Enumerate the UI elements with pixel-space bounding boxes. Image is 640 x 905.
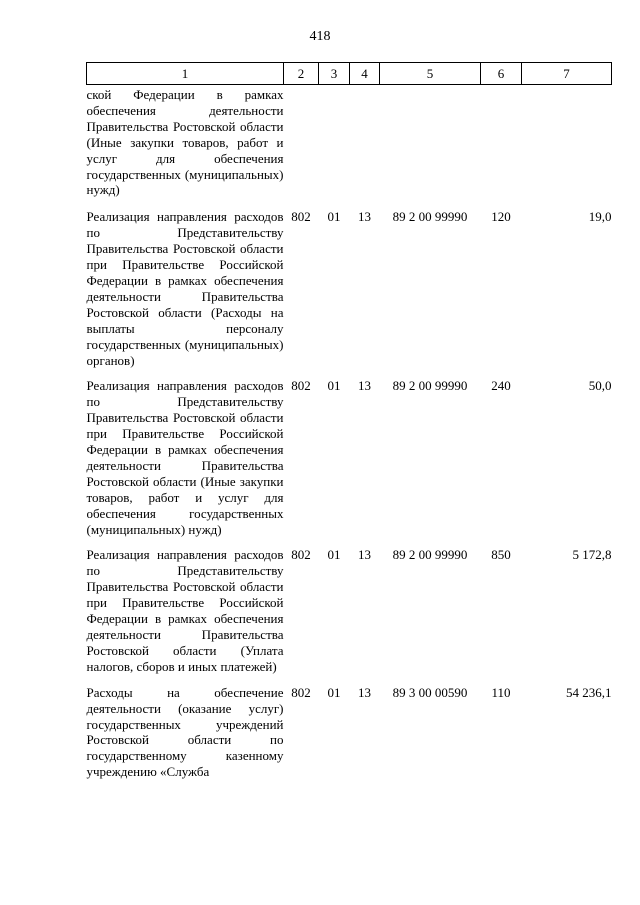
row-col-4 xyxy=(350,85,380,210)
row-col-3 xyxy=(319,85,350,210)
header-col-6: 6 xyxy=(481,63,522,85)
row-description: Реализация направления расходов по Представительству Правительства Ростовской области при Правительстве Российской Федерации в рамках обеспечения деятельности Правительства Ростовской области (Иные закупки товаров, работ и услуг для обеспечения государственных (муниципальных) нужд) xyxy=(86,378,284,537)
row-col-5: 89 2 00 99990 xyxy=(392,378,468,394)
header-col-4: 4 xyxy=(350,63,380,85)
row-col-6: 240 xyxy=(491,378,511,394)
row-col-6: 850 xyxy=(491,547,511,563)
table-body xyxy=(87,85,612,791)
row-amount: 54 236,1 xyxy=(566,684,612,700)
row-col-2: 802 xyxy=(291,209,311,225)
row-amount xyxy=(522,85,612,210)
row-col-2: 802 xyxy=(291,378,311,394)
row-amount: 5 172,8 xyxy=(572,547,612,563)
header-col-1: 1 xyxy=(87,63,284,85)
row-col-4: 13 xyxy=(358,684,371,700)
table-row xyxy=(87,547,612,684)
row-col-4: 13 xyxy=(358,378,371,394)
row-col-3: 01 xyxy=(327,684,341,700)
table-row xyxy=(87,85,612,210)
row-description: Реализация направления расходов по Представительству Правительства Ростовской области при Правительстве Российской Федерации в рамках обеспечения деятельности Правительства Ростовской области (Расходы на выплаты персоналу государственных (муниципальных) органов) xyxy=(86,209,284,368)
table-row xyxy=(87,209,612,378)
row-description: Реализация направления расходов по Представительству Правительства Ростовской области при Правительстве Российской Федерации в рамках обеспечения деятельности Правительства Ростовской области (Уплата налогов, сборов и иных платежей) xyxy=(86,547,284,674)
row-amount: 19,0 xyxy=(588,209,612,225)
budget-table xyxy=(86,62,612,790)
row-col-5: 89 2 00 99990 xyxy=(392,547,468,563)
row-col-4: 13 xyxy=(358,547,371,563)
row-col-3: 01 xyxy=(327,378,341,394)
row-col-5: 89 3 00 00590 xyxy=(392,684,468,700)
table-row xyxy=(87,378,612,547)
row-col-3: 01 xyxy=(327,209,341,225)
row-col-5: 89 2 00 99990 xyxy=(392,209,468,225)
row-col-3: 01 xyxy=(327,547,341,563)
header-col-5: 5 xyxy=(380,63,481,85)
row-col-2: 802 xyxy=(291,684,311,700)
row-col-2 xyxy=(284,85,319,210)
row-col-6 xyxy=(481,85,522,210)
row-col-4: 13 xyxy=(358,209,371,225)
row-col-6: 120 xyxy=(491,209,511,225)
header-col-3: 3 xyxy=(319,63,350,85)
row-col-5 xyxy=(380,85,481,210)
row-description: ской Федерации в рамках обеспечения деятельности Правительства Ростовской области (Иные закупки товаров, работ и услуг для обеспечения государственных (муниципальных) нужд) xyxy=(86,87,284,198)
header-row xyxy=(87,63,612,85)
row-amount: 50,0 xyxy=(588,378,612,394)
header-col-7: 7 xyxy=(522,63,612,85)
row-col-2: 802 xyxy=(291,547,311,563)
table-header xyxy=(87,63,612,85)
header-col-2: 2 xyxy=(284,63,319,85)
row-col-6: 110 xyxy=(491,684,511,700)
row-description: Расходы на обеспечение деятельности (оказание услуг) государственных учреждений Ростовской области по государственному казенному учреждению «Служба xyxy=(86,684,284,780)
page-number: 418 xyxy=(309,29,331,44)
table-row xyxy=(87,685,612,790)
